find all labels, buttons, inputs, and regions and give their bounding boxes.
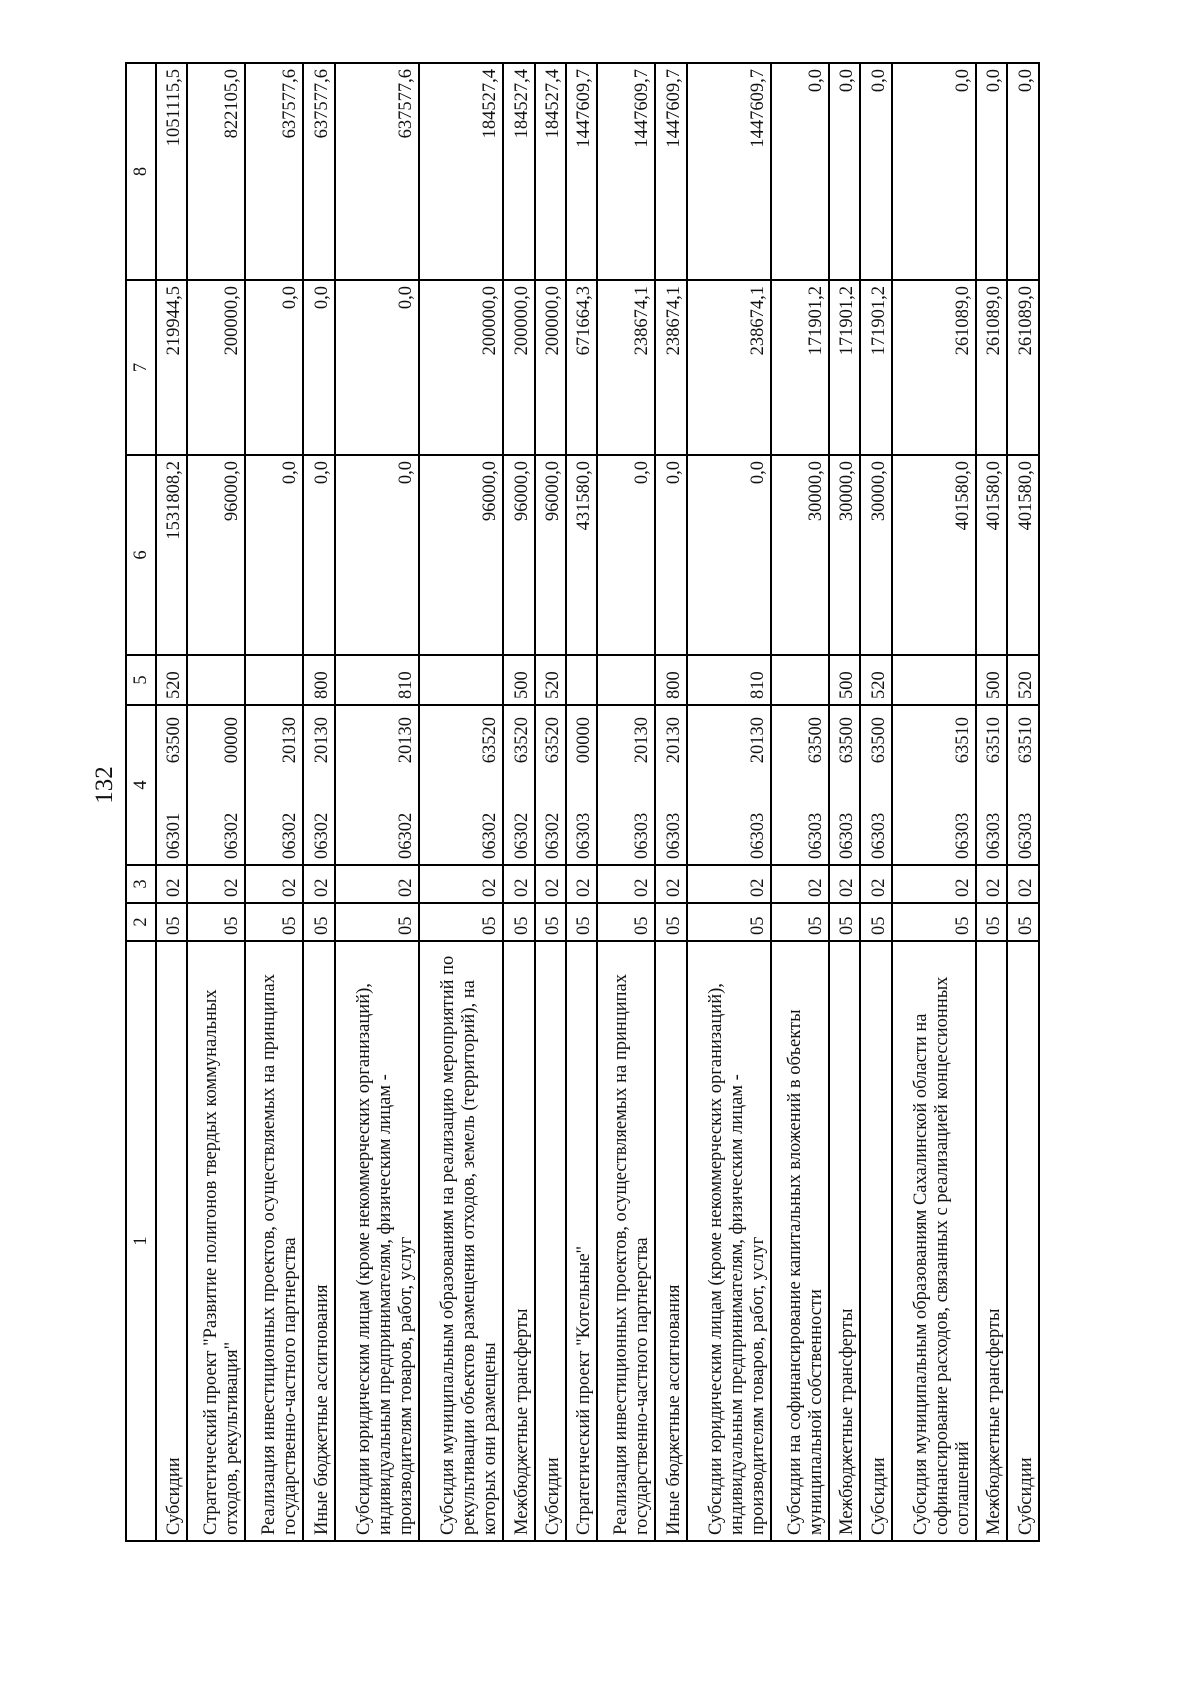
expense-type-cell: 810 — [335, 655, 419, 705]
direction-code: 63510 — [984, 716, 1005, 764]
amount-col-6-cell: 0,0 — [303, 455, 334, 655]
amount-col-7-cell: 238674,1 — [597, 280, 655, 455]
amount-col-6-cell: 96000,0 — [535, 455, 566, 655]
section-code-cell: 05 — [303, 903, 334, 941]
table-row — [303, 63, 334, 1541]
amount-col-8-cell: 0,0 — [976, 63, 1007, 280]
header-col-6: 6 — [126, 455, 156, 655]
row-name-cell: Реализация инвестиционных проектов, осуществляемых на принципах государственно-частного партнерства — [245, 941, 303, 1541]
direction-code: 00000 — [222, 716, 243, 764]
amount-col-7-cell: 171901,2 — [829, 280, 860, 455]
row-name-cell: Субсидия муниципальным образованиям Сахалинской области на софинансирование расходов, связанных с реализацией концессионных соглашений — [892, 941, 976, 1541]
expense-type-cell: 800 — [655, 655, 686, 705]
amount-col-7-cell: 238674,1 — [687, 280, 771, 455]
section-code-cell: 05 — [245, 903, 303, 941]
target-article-cell — [860, 705, 891, 865]
target-article-cell — [245, 705, 303, 865]
section-code-cell: 05 — [419, 903, 503, 941]
section-code-cell: 05 — [597, 903, 655, 941]
program-code: 06303 — [748, 812, 768, 859]
target-article-cell — [303, 705, 334, 865]
amount-col-7-cell: 261089,0 — [976, 280, 1007, 455]
amount-col-8-cell: 1051115,5 — [156, 63, 187, 280]
amount-col-8-cell: 1447609,7 — [566, 63, 597, 280]
table-row — [156, 63, 187, 1541]
expense-type-cell — [566, 655, 597, 705]
table-row — [535, 63, 566, 1541]
row-name-cell: Межбюджетные трансферты — [829, 941, 860, 1541]
subsection-code-cell: 02 — [771, 865, 829, 903]
expense-type-cell: 500 — [829, 655, 860, 705]
amount-col-6-cell: 0,0 — [335, 455, 419, 655]
expense-type-cell — [419, 655, 503, 705]
subsection-code-cell: 02 — [860, 865, 891, 903]
table-body — [156, 63, 1039, 1541]
program-code: 06303 — [868, 812, 889, 859]
amount-col-7-cell: 261089,0 — [1007, 280, 1039, 455]
expense-type-cell — [892, 655, 976, 705]
amount-col-7-cell: 171901,2 — [771, 280, 829, 455]
row-name-cell: Субсидия муниципальным образованиям на реализацию мероприятий по рекультивации объектов размещения отходов, земель (территорий), на которых они размещены — [419, 941, 503, 1541]
program-code: 06302 — [395, 812, 416, 859]
amount-col-7-cell: 671664,3 — [566, 280, 597, 455]
subsection-code-cell: 02 — [687, 865, 771, 903]
program-code: 06302 — [222, 812, 243, 859]
direction-code: 63520 — [543, 716, 563, 764]
rotated-table-wrapper — [125, 64, 1040, 1542]
table-row — [860, 63, 891, 1541]
direction-code: 20130 — [311, 716, 332, 764]
program-code: 06302 — [543, 812, 563, 859]
table-row — [829, 63, 860, 1541]
program-code: 06303 — [837, 812, 858, 859]
direction-code: 63500 — [837, 716, 858, 764]
amount-col-6-cell: 30000,0 — [771, 455, 829, 655]
row-name-cell: Субсидии юридическим лицам (кроме некоммерческих организаций), индивидуальным предпринимателям, физическим лицам - производителям товаров, работ, услуг — [335, 941, 419, 1541]
program-code: 06303 — [1016, 812, 1036, 859]
amount-col-8-cell: 0,0 — [860, 63, 891, 280]
target-article-cell — [597, 705, 655, 865]
header-col-3: 3 — [126, 865, 156, 903]
expense-type-cell — [245, 655, 303, 705]
row-name-cell: Стратегический проект "Котельные" — [566, 941, 597, 1541]
amount-col-6-cell: 431580,0 — [566, 455, 597, 655]
target-article-cell — [829, 705, 860, 865]
amount-col-7-cell: 0,0 — [303, 280, 334, 455]
direction-code: 20130 — [280, 716, 301, 764]
amount-col-6-cell: 0,0 — [687, 455, 771, 655]
section-code-cell: 05 — [503, 903, 534, 941]
amount-col-8-cell: 184527,4 — [535, 63, 566, 280]
table-row — [419, 63, 503, 1541]
direction-code: 63500 — [805, 716, 826, 764]
expense-type-cell — [187, 655, 245, 705]
amount-col-6-cell: 1531808,2 — [156, 455, 187, 655]
row-name-cell: Межбюджетные трансферты — [976, 941, 1007, 1541]
program-code: 06302 — [280, 812, 301, 859]
subsection-code-cell: 02 — [187, 865, 245, 903]
subsection-code-cell: 02 — [892, 865, 976, 903]
amount-col-7-cell: 171901,2 — [860, 280, 891, 455]
section-code-cell: 05 — [976, 903, 1007, 941]
subsection-code-cell: 02 — [419, 865, 503, 903]
amount-col-7-cell: 238674,1 — [655, 280, 686, 455]
amount-col-6-cell: 401580,0 — [976, 455, 1007, 655]
subsection-code-cell: 02 — [655, 865, 686, 903]
row-name-cell: Иные бюджетные ассигнования — [655, 941, 686, 1541]
program-code: 06303 — [574, 812, 595, 859]
target-article-cell — [187, 705, 245, 865]
section-code-cell: 05 — [860, 903, 891, 941]
section-code-cell: 05 — [655, 903, 686, 941]
table-row — [503, 63, 534, 1541]
subsection-code-cell: 02 — [829, 865, 860, 903]
section-code-cell: 05 — [687, 903, 771, 941]
table-row — [687, 63, 771, 1541]
program-code: 06301 — [164, 812, 185, 859]
program-code: 06302 — [311, 812, 332, 859]
amount-col-7-cell: 200000,0 — [187, 280, 245, 455]
program-code: 06302 — [480, 812, 501, 859]
subsection-code-cell: 02 — [303, 865, 334, 903]
table-row — [892, 63, 976, 1541]
subsection-code-cell: 02 — [335, 865, 419, 903]
subsection-code-cell: 02 — [535, 865, 566, 903]
subsection-code-cell: 02 — [156, 865, 187, 903]
page-number: 132 — [91, 766, 118, 804]
amount-col-6-cell: 96000,0 — [503, 455, 534, 655]
target-article-cell — [335, 705, 419, 865]
subsection-code-cell: 02 — [976, 865, 1007, 903]
expense-type-cell — [597, 655, 655, 705]
amount-col-6-cell: 401580,0 — [1007, 455, 1039, 655]
amount-col-8-cell: 637577,6 — [335, 63, 419, 280]
table-row — [566, 63, 597, 1541]
subsection-code-cell: 02 — [566, 865, 597, 903]
direction-code: 63510 — [953, 716, 973, 764]
program-code: 06303 — [805, 812, 826, 859]
header-row — [126, 63, 156, 1541]
section-code-cell: 05 — [335, 903, 419, 941]
header-col-5: 5 — [126, 655, 156, 705]
target-article-cell — [1007, 705, 1039, 865]
amount-col-7-cell: 200000,0 — [503, 280, 534, 455]
table-row — [655, 63, 686, 1541]
row-name-cell: Субсидии — [156, 941, 187, 1541]
amount-col-8-cell: 822105,0 — [187, 63, 245, 280]
direction-code: 20130 — [632, 716, 653, 764]
table-row — [1007, 63, 1039, 1541]
target-article-cell — [419, 705, 503, 865]
amount-col-7-cell: 0,0 — [335, 280, 419, 455]
target-article-cell — [535, 705, 566, 865]
table-row — [245, 63, 303, 1541]
row-name-cell: Межбюджетные трансферты — [503, 941, 534, 1541]
expense-type-cell: 520 — [156, 655, 187, 705]
amount-col-8-cell: 637577,6 — [303, 63, 334, 280]
amount-col-8-cell: 184527,4 — [503, 63, 534, 280]
amount-col-6-cell: 96000,0 — [187, 455, 245, 655]
target-article-cell — [687, 705, 771, 865]
amount-col-6-cell: 30000,0 — [829, 455, 860, 655]
amount-col-6-cell: 0,0 — [597, 455, 655, 655]
subsection-code-cell: 02 — [597, 865, 655, 903]
table-row — [187, 63, 245, 1541]
section-code-cell: 05 — [156, 903, 187, 941]
target-article-cell — [771, 705, 829, 865]
row-name-cell: Субсидии — [1007, 941, 1039, 1541]
program-code: 06303 — [953, 812, 973, 859]
table-row — [597, 63, 655, 1541]
section-code-cell: 05 — [829, 903, 860, 941]
header-col-8: 8 — [126, 63, 156, 280]
budget-table — [125, 62, 1040, 1542]
program-code: 06303 — [632, 812, 653, 859]
program-code: 06303 — [984, 812, 1005, 859]
row-name-cell: Иные бюджетные ассигнования — [303, 941, 334, 1541]
row-name-cell: Субсидии юридическим лицам (кроме некоммерческих организаций), индивидуальным предпринимателям, физическим лицам - производителям товаров, работ, услуг — [687, 941, 771, 1541]
direction-code: 20130 — [748, 716, 768, 764]
header-col-7: 7 — [126, 280, 156, 455]
row-name-cell: Реализация инвестиционных проектов, осуществляемых на принципах государственно-частного партнерства — [597, 941, 655, 1541]
direction-code: 63520 — [480, 716, 501, 764]
direction-code: 63520 — [511, 716, 532, 764]
amount-col-7-cell: 261089,0 — [892, 280, 976, 455]
amount-col-6-cell: 0,0 — [655, 455, 686, 655]
subsection-code-cell: 02 — [1007, 865, 1039, 903]
expense-type-cell: 520 — [860, 655, 891, 705]
subsection-code-cell: 02 — [245, 865, 303, 903]
amount-col-8-cell: 184527,4 — [419, 63, 503, 280]
section-code-cell: 05 — [771, 903, 829, 941]
amount-col-7-cell: 200000,0 — [535, 280, 566, 455]
program-code: 06302 — [511, 812, 532, 859]
section-code-cell: 05 — [892, 903, 976, 941]
amount-col-7-cell: 0,0 — [245, 280, 303, 455]
section-code-cell: 05 — [535, 903, 566, 941]
target-article-cell — [976, 705, 1007, 865]
target-article-cell — [892, 705, 976, 865]
expense-type-cell: 500 — [503, 655, 534, 705]
amount-col-7-cell: 219944,5 — [156, 280, 187, 455]
expense-type-cell: 520 — [535, 655, 566, 705]
header-col-2: 2 — [126, 903, 156, 941]
expense-type-cell — [771, 655, 829, 705]
program-code: 06303 — [663, 812, 684, 859]
amount-col-8-cell: 0,0 — [1007, 63, 1039, 280]
amount-col-8-cell: 0,0 — [829, 63, 860, 280]
section-code-cell: 05 — [187, 903, 245, 941]
amount-col-8-cell: 0,0 — [771, 63, 829, 280]
amount-col-7-cell: 200000,0 — [419, 280, 503, 455]
amount-col-6-cell: 401580,0 — [892, 455, 976, 655]
target-article-cell — [503, 705, 534, 865]
direction-code: 00000 — [574, 716, 595, 764]
direction-code: 63510 — [1016, 716, 1036, 764]
amount-col-6-cell: 96000,0 — [419, 455, 503, 655]
amount-col-6-cell: 0,0 — [245, 455, 303, 655]
expense-type-cell: 520 — [1007, 655, 1039, 705]
amount-col-8-cell: 1447609,7 — [597, 63, 655, 280]
section-code-cell: 05 — [1007, 903, 1039, 941]
row-name-cell: Субсидии — [860, 941, 891, 1541]
amount-col-6-cell: 30000,0 — [860, 455, 891, 655]
amount-col-8-cell: 1447609,7 — [687, 63, 771, 280]
expense-type-cell: 810 — [687, 655, 771, 705]
row-name-cell: Стратегический проект "Развитие полигонов твердых коммунальных отходов, рекультивация" — [187, 941, 245, 1541]
direction-code: 63500 — [868, 716, 889, 764]
direction-code: 20130 — [395, 716, 416, 764]
table-row — [976, 63, 1007, 1541]
target-article-cell — [566, 705, 597, 865]
row-name-cell: Субсидии — [535, 941, 566, 1541]
table-row — [335, 63, 419, 1541]
header-col-1: 1 — [126, 941, 156, 1541]
amount-col-8-cell: 637577,6 — [245, 63, 303, 280]
section-code-cell: 05 — [566, 903, 597, 941]
direction-code: 20130 — [663, 716, 684, 764]
amount-col-8-cell: 0,0 — [892, 63, 976, 280]
expense-type-cell: 500 — [976, 655, 1007, 705]
header-col-4: 4 — [126, 705, 156, 865]
target-article-cell — [156, 705, 187, 865]
amount-col-8-cell: 1447609,7 — [655, 63, 686, 280]
direction-code: 63500 — [164, 716, 185, 764]
target-article-cell — [655, 705, 686, 865]
expense-type-cell: 800 — [303, 655, 334, 705]
table-row — [771, 63, 829, 1541]
subsection-code-cell: 02 — [503, 865, 534, 903]
row-name-cell: Субсидии на софинансирование капитальных вложений в объекты муниципальной собственности — [771, 941, 829, 1541]
